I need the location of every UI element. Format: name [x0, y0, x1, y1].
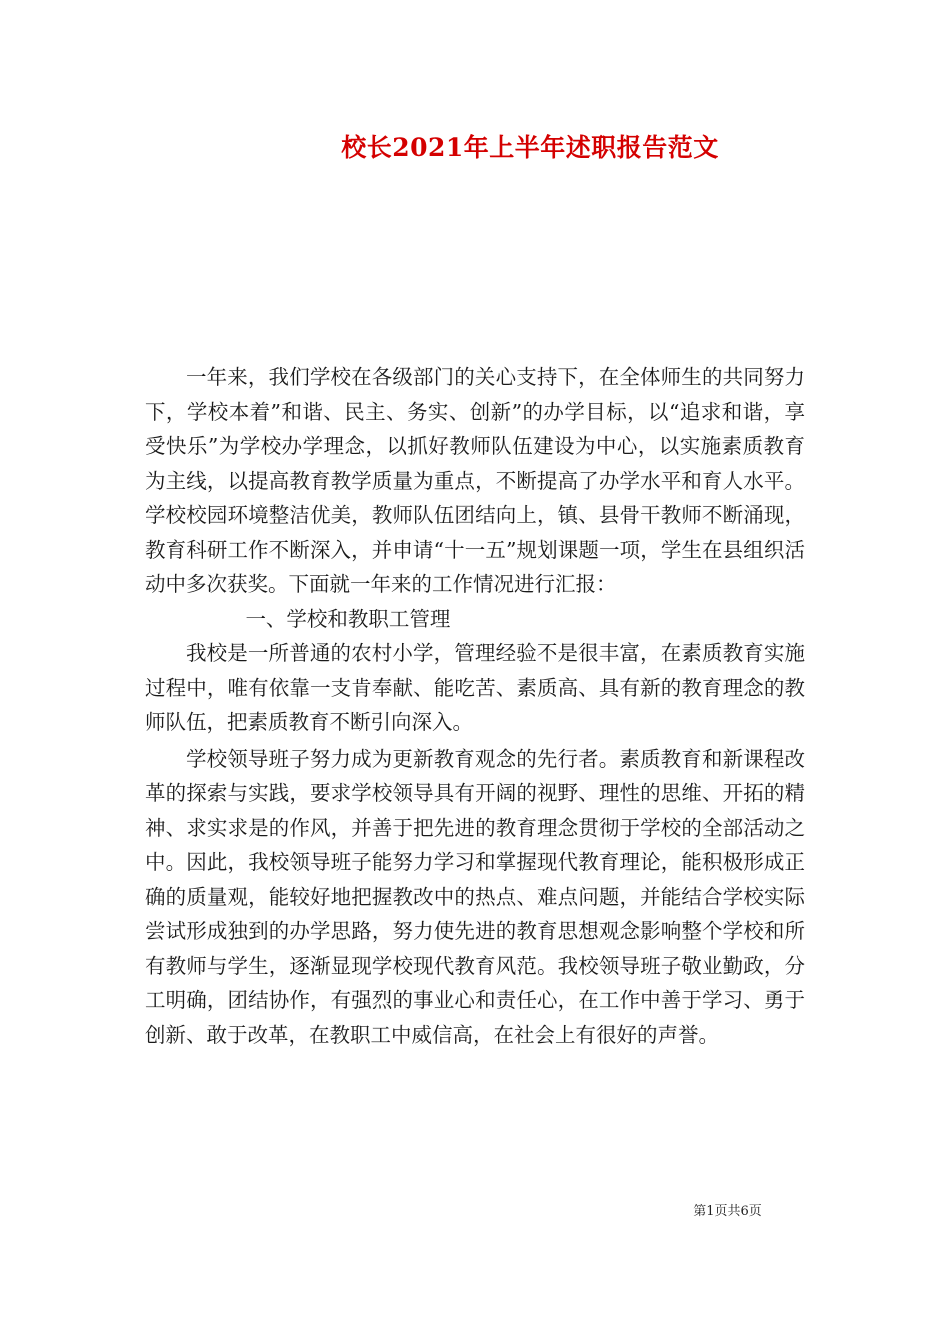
document-title: 校长2021年上半年述职报告范文 — [341, 133, 719, 162]
paragraph-school: 我校是一所普通的农村小学，管理经验不是很丰富，在素质教育实施过程中，唯有依靠一支肯奉献、能吃苦、素质高、具有新的教育理念的教师队伍，把素质教育不断引向深入。 — [145, 641, 805, 734]
document-body — [145, 360, 805, 1052]
section-heading: 一、学校和教职工管理 — [245, 606, 451, 631]
paragraph-leadership: 学校领导班子努力成为更新教育观念的先行者。素质教育和新课程改革的探索与实践，要求学校领导具有开阔的视野、理性的思维、开拓的精神、求实求是的作风，并善于把先进的教育理念贯彻于学校的全部活动之中。因此，我校领导班子能努力学习和掌握现代教育理论，能积极形成正确的质量观，能较好地把握教改中的热点、难点问题，并能结合学校实际尝试形成独到的办学思路，努力使先进的教育思想观念影响整个学校和所有教师与学生，逐渐显现学校现代教育风范。我校领导班子敬业勤政，分工明确，团结协作，有强烈的事业心和责任心，在工作中善于学习、勇于创新、敢于改革，在教职工中威信高，在社会上有很好的声誉。 — [145, 746, 805, 1047]
paragraph-intro: 一年来，我们学校在各级部门的关心支持下，在全体师生的共同努力下，学校本着”和谐、民主、务实、创新”的办学目标，以“追求和谐，享受快乐”为学校办学理念，以抓好教师队伍建设为中心，以实施素质教育为主线，以提高教育教学质量为重点，不断提高了办学水平和育人水平。学校校园环境整洁优美，教师队伍团结向上，镇、县骨干教师不断涌现，教育科研工作不断深入，并申请“十一五”规划课题一项，学生在县组织活动中多次获奖。下面就一年来的工作情况进行汇报： — [145, 365, 805, 596]
page-number: 第1页共6页 — [693, 1204, 762, 1219]
